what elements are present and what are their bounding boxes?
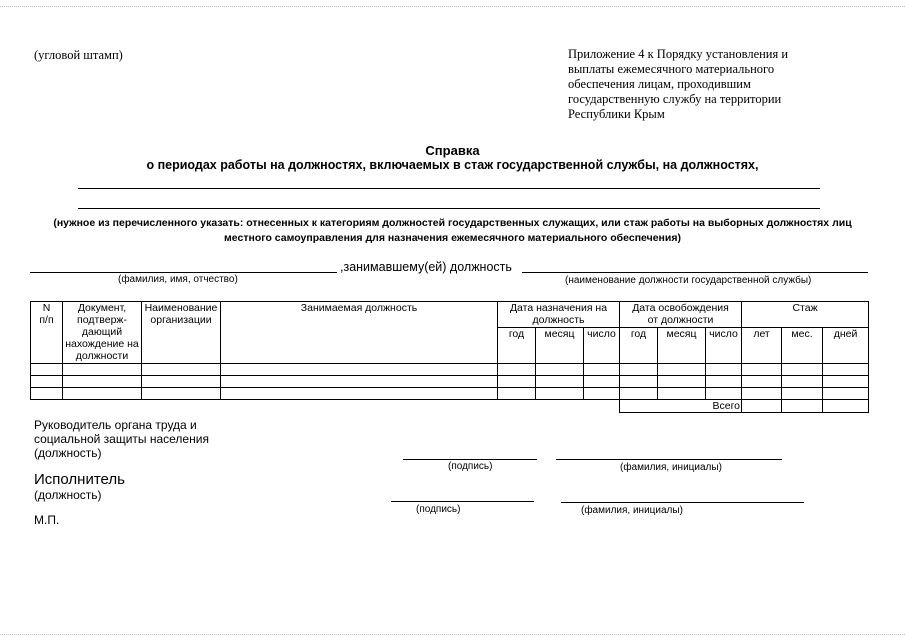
total-months-cell[interactable] [782,400,823,413]
table-cell[interactable] [658,388,706,400]
scan-edge-top [0,6,905,7]
table-cell[interactable] [498,376,536,388]
appendix-line: Республики Крым [568,107,665,121]
table-cell[interactable] [658,376,706,388]
scan-edge-bottom [0,634,905,635]
position-held-label: ,занимавшему(ей) должность [340,260,512,274]
appendix-line: обеспечения лицам, проходившим [568,77,751,91]
total-days-cell[interactable] [823,400,869,413]
header-text: дающий [81,326,123,338]
total-label: Всего [620,400,742,413]
table-cell[interactable] [536,376,584,388]
header-text: Дата назначения на [509,302,608,314]
header-text: п/п [39,314,54,326]
sub-year: год [620,328,658,364]
position-caption: (наименование должности государственной службы) [565,275,812,286]
header-organization [142,302,221,364]
header-num [31,302,63,364]
head-name-line[interactable] [556,459,782,460]
sub-day: число [584,328,620,364]
sub-year: год [498,328,536,364]
fio-field[interactable] [30,272,337,273]
table-row [31,388,869,400]
appendix-note [568,47,828,122]
header-document [63,302,142,364]
table-cell[interactable] [706,364,742,376]
table-row [31,364,869,376]
position-field[interactable] [522,272,868,273]
appendix-line: Приложение 4 к Порядку установления и [568,47,789,61]
header-text: Наименование [144,302,218,314]
fill-line-2[interactable] [78,208,820,209]
header-text: организации [150,314,212,326]
header-position: Занимаемая должность [221,302,498,364]
header-text: должность [532,314,585,326]
table-cell[interactable] [142,388,221,400]
table-cell[interactable] [823,388,869,400]
table-cell[interactable] [742,388,782,400]
table-cell[interactable] [742,376,782,388]
table-cell[interactable] [742,364,782,376]
header-text: должности [75,350,129,362]
table-cell[interactable] [706,376,742,388]
document-title: Справка [425,143,480,158]
table-cell[interactable] [498,364,536,376]
table-cell[interactable] [584,364,620,376]
hint-line: местного самоуправления для назначения ежемесячного материального обеспечения) [224,232,681,244]
head-signature-block [34,418,209,460]
head-title-line: Руководитель органа труда и [34,418,197,432]
header-text: N [42,302,51,314]
header-stazh: Стаж [742,302,869,328]
table-cell[interactable] [782,376,823,388]
head-position-caption: (должность) [34,446,102,460]
table-cell[interactable] [823,364,869,376]
service-periods-table [30,301,869,413]
table-cell[interactable] [706,388,742,400]
total-row [31,400,869,413]
sub-months: мес. [782,328,823,364]
table-cell[interactable] [620,388,658,400]
corner-stamp-label: (угловой штамп) [34,48,123,62]
fill-line-1[interactable] [78,188,820,189]
table-cell[interactable] [584,376,620,388]
table-cell[interactable] [142,376,221,388]
head-signature-line[interactable] [403,459,537,460]
table-cell[interactable] [31,364,63,376]
table-cell[interactable] [620,376,658,388]
executor-sign-caption: (подпись) [416,504,461,515]
table-cell[interactable] [142,364,221,376]
hint-line: (нужное из перечисленного указать: отнесенных к категориям должностей государственных служащих, или стаж работы на выборных должностях лиц [53,217,852,229]
empty-space [31,400,620,413]
table-cell[interactable] [658,364,706,376]
hint-text [30,216,875,246]
table-cell[interactable] [63,364,142,376]
executor-label: Исполнитель [34,471,125,488]
header-text: подтверж- [77,314,127,326]
table-cell[interactable] [584,388,620,400]
executor-name-line[interactable] [561,502,804,503]
table-row [31,376,869,388]
head-name-caption: (фамилия, инициалы) [620,462,722,473]
appendix-line: государственную службу на территории [568,92,782,106]
table-cell[interactable] [221,388,498,400]
table-cell[interactable] [823,376,869,388]
sub-month: месяц [536,328,584,364]
executor-signature-line[interactable] [391,501,534,502]
head-title-line: социальной защиты населения [34,432,209,446]
sub-month: месяц [658,328,706,364]
table-cell[interactable] [536,364,584,376]
table-cell[interactable] [782,364,823,376]
table-cell[interactable] [536,388,584,400]
appendix-line: выплаты ежемесячного материального [568,62,775,76]
header-text: Документ, [77,302,127,314]
head-sign-caption: (подпись) [448,461,493,472]
seal-placeholder: М.П. [34,513,60,527]
table-cell[interactable] [63,376,142,388]
table-cell[interactable] [782,388,823,400]
fio-caption: (фамилия, имя, отчество) [118,274,238,285]
table-cell[interactable] [31,376,63,388]
header-appointment-date [498,302,620,328]
table-cell[interactable] [498,388,536,400]
table-cell[interactable] [31,388,63,400]
table-cell[interactable] [620,364,658,376]
sub-years: лет [742,328,782,364]
header-text: нахождение на [65,338,139,350]
executor-name-caption: (фамилия, инициалы) [581,505,683,516]
table-cell[interactable] [221,364,498,376]
sub-days: дней [823,328,869,364]
table-cell[interactable] [221,376,498,388]
header-release-date [620,302,742,328]
header-text: Дата освобождения [632,302,729,314]
executor-position-caption: (должность) [34,488,102,502]
header-text: от должности [647,314,714,326]
sub-day: число [706,328,742,364]
total-years-cell[interactable] [742,400,782,413]
table-cell[interactable] [63,388,142,400]
document-subtitle: о периодах работы на должностях, включаемых в стаж государственной службы, на должностях, [146,158,759,172]
